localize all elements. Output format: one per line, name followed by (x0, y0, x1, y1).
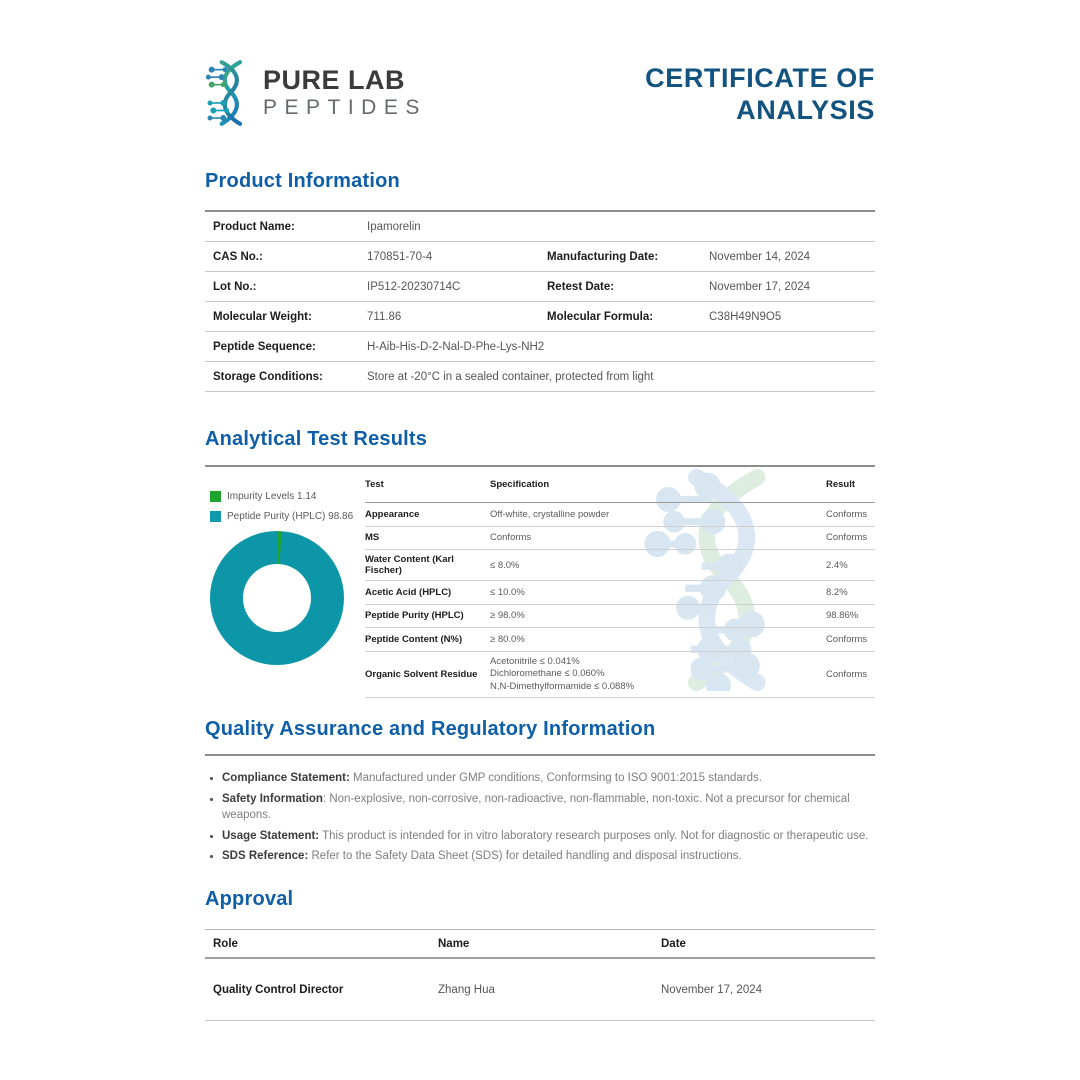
analytical-test-results-heading: Analytical Test Results (205, 428, 428, 450)
test-spec: Off-white, crystalline powder (490, 508, 610, 520)
field-label: Storage Conditions: (213, 370, 323, 383)
test-result: Conforms (826, 508, 868, 520)
test-name: MS (365, 532, 380, 544)
test-spec: ≥ 98.0% (490, 610, 525, 622)
column-header-specification: Specification (490, 479, 550, 490)
brand-name (263, 65, 427, 121)
field-value: Store at -20°C in a sealed container, protected from light (367, 370, 654, 383)
legend-label: Impurity Levels 1.14 (227, 491, 317, 502)
purity-chart-block (205, 467, 365, 698)
legend-swatch-teal (210, 511, 221, 522)
bullet-label: Usage Statement: (222, 829, 320, 842)
product-information-heading: Product Information (205, 170, 400, 192)
test-name: Appearance (365, 508, 420, 520)
table-row (205, 302, 875, 332)
analytical-test-results-section (205, 428, 875, 698)
test-result: 98.86% (826, 610, 859, 622)
quality-assurance-section (205, 718, 875, 869)
field-value: H-Aib-His-D-2-Nal-D-Phe-Lys-NH2 (367, 340, 545, 353)
field-label: Lot No.: (213, 280, 257, 293)
legend-swatch-green (210, 491, 221, 502)
bullet-text: Manufactured under GMP conditions, Conformsing to ISO 9001:2015 standards. (349, 772, 762, 784)
table-header-row (205, 930, 875, 959)
test-spec (490, 652, 826, 698)
test-result: Conforms (826, 532, 868, 544)
field-label: CAS No.: (213, 250, 263, 263)
approval-table (205, 929, 875, 1021)
test-name: Water Content (Karl Fischer) (365, 554, 454, 576)
test-spec: ≥ 80.0% (490, 633, 525, 645)
approval-section (205, 888, 875, 1021)
table-row (205, 242, 875, 272)
quality-assurance-heading: Quality Assurance and Regulatory Information (205, 718, 656, 740)
field-label: Molecular Weight: (213, 310, 312, 323)
product-information-table (205, 210, 875, 392)
qa-bullet-compliance (222, 770, 875, 787)
test-spec: Conforms (490, 532, 532, 544)
test-name: Organic Solvent Residue (365, 668, 478, 680)
test-name: Peptide Purity (HPLC) (365, 610, 464, 622)
field-label: Manufacturing Date: (547, 250, 659, 263)
table-row (205, 212, 875, 242)
field-value: Ipamorelin (367, 220, 421, 233)
table-header-row (365, 467, 875, 503)
document-title-line2: ANALYSIS (736, 95, 875, 125)
qa-bullet-safety (222, 791, 875, 824)
header (205, 56, 875, 136)
test-result: Conforms (826, 668, 868, 680)
legend-item-impurity (210, 491, 365, 502)
bullet-label: Compliance Statement: (222, 772, 350, 784)
field-label: Molecular Formula: (547, 310, 654, 323)
brand-name-line2: PEPTIDES (263, 96, 427, 119)
field-value: November 14, 2024 (709, 250, 811, 263)
column-header-date: Date (661, 937, 686, 950)
table-row (205, 362, 875, 392)
test-name: Acetic Acid (HPLC) (365, 586, 452, 598)
spec-line: N,N-Dimethylformamide ≤ 0.088% (490, 680, 635, 692)
bullet-label: SDS Reference: (222, 850, 309, 862)
field-label: Product Name: (213, 220, 295, 233)
spec-line: Acetonitrile ≤ 0.041% (490, 655, 580, 667)
test-spec: ≤ 10.0% (490, 586, 525, 598)
legend-item-purity (210, 511, 365, 522)
product-information-section (205, 170, 875, 392)
analytical-results-table (365, 467, 875, 698)
bullet-label: Safety Information (222, 792, 323, 805)
field-value: 170851-70-4 (367, 250, 433, 263)
test-spec: ≤ 8.0% (490, 559, 520, 571)
dna-helix-icon (205, 56, 255, 130)
brand-name-line1: PURE LAB (263, 65, 406, 95)
table-row (205, 332, 875, 362)
legend-label: Peptide Purity (HPLC) 98.86 (227, 511, 354, 522)
field-label: Retest Date: (547, 280, 615, 293)
bullet-text: : Non-explosive, non-corrosive, non-radioactive, non-flammable, non-toxic. Not a precursor for chemical weapons. (222, 792, 850, 821)
purity-donut-chart (210, 531, 344, 665)
document-title (645, 56, 875, 126)
table-row (365, 581, 875, 605)
field-value: IP512-20230714C (367, 280, 461, 293)
approver-name: Zhang Hua (438, 983, 495, 996)
column-header-result: Result (826, 479, 856, 490)
brand-logo (205, 56, 427, 130)
qa-bullet-sds (222, 848, 875, 865)
column-header-test: Test (365, 479, 384, 490)
table-row (365, 503, 875, 527)
qa-bullet-usage (222, 828, 875, 845)
column-header-role: Role (213, 937, 238, 950)
column-header-name: Name (438, 937, 470, 950)
table-row (205, 959, 875, 1021)
field-value: November 17, 2024 (709, 280, 811, 293)
bullet-text: This product is intended for in vitro laboratory research purposes only. Not for diagnostic or therapeutic use. (319, 829, 869, 842)
approval-date: November 17, 2024 (661, 983, 763, 996)
document-title-line1: CERTIFICATE OF (645, 63, 875, 93)
chart-legend (210, 491, 365, 522)
field-value: C38H49N9O5 (709, 310, 782, 323)
test-result: 2.4% (826, 559, 848, 571)
approver-role: Quality Control Director (213, 983, 344, 996)
table-row (205, 272, 875, 302)
test-result: Conforms (826, 633, 868, 645)
qa-bullet-list (205, 770, 875, 865)
table-row (365, 652, 875, 699)
section-divider (205, 754, 875, 756)
bullet-text: Refer to the Safety Data Sheet (SDS) for detailed handling and disposal instructions. (308, 850, 742, 862)
table-row (365, 605, 875, 629)
table-row (365, 550, 875, 581)
test-name: Peptide Content (N%) (365, 633, 463, 645)
table-row (365, 628, 875, 652)
approval-heading: Approval (205, 888, 294, 910)
table-row (365, 527, 875, 551)
field-value: 711.86 (367, 310, 402, 323)
field-label: Peptide Sequence: (213, 340, 316, 353)
test-result: 8.2% (826, 586, 848, 598)
spec-line: Dichloromethane ≤ 0.060% (490, 668, 605, 679)
